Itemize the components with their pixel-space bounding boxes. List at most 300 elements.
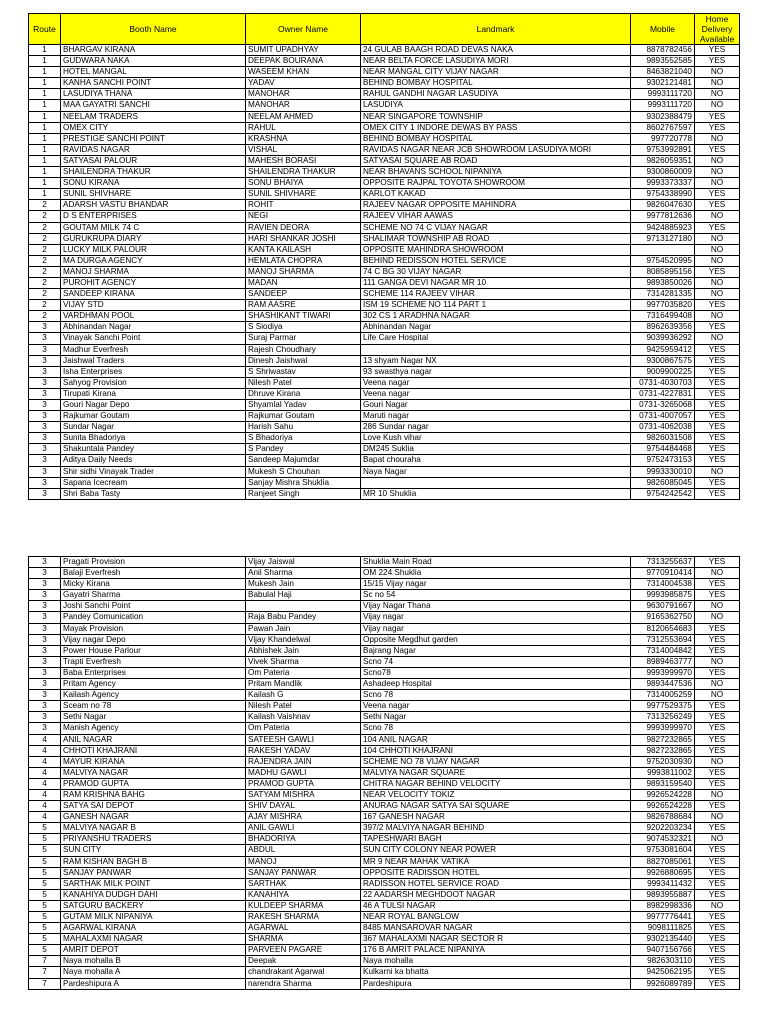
table-row xyxy=(29,667,740,678)
route-cell: 1 xyxy=(29,155,61,166)
mobile-cell: 9826031508 xyxy=(631,433,695,444)
landmark-cell: 397/2 MALVIYA NAGAR BEHIND xyxy=(361,823,631,834)
route-cell: 5 xyxy=(29,945,61,956)
booth-name-cell: AMRIT DEPOT xyxy=(61,945,246,956)
mobile-cell: 8602767597 xyxy=(631,122,695,133)
home-delivery-cell: YES xyxy=(695,801,740,812)
home-delivery-cell: YES xyxy=(695,355,740,366)
mobile-cell: 9425062195 xyxy=(631,967,695,978)
home-delivery-cell: NO xyxy=(695,255,740,266)
owner-name-cell: Deepak xyxy=(246,956,361,967)
route-cell: 5 xyxy=(29,889,61,900)
booth-name-cell: VARDHMAN POOL xyxy=(61,311,246,322)
landmark-cell: NEAR BHAVANS SCHOOL NIPANIYA xyxy=(361,167,631,178)
landmark-cell: Naya Nagar xyxy=(361,466,631,477)
owner-name-cell: MANOHAR xyxy=(246,100,361,111)
landmark-cell: CHITRA NAGAR BEHIND VELOCITY xyxy=(361,778,631,789)
route-cell: 2 xyxy=(29,277,61,288)
table-row xyxy=(29,100,740,111)
owner-name-cell: SARTHAK xyxy=(246,878,361,889)
owner-name-cell: Kailash G xyxy=(246,690,361,701)
mobile-cell: 8120654683 xyxy=(631,623,695,634)
booth-name-cell: Jaishwal Traders xyxy=(61,355,246,366)
booth-name-cell: Pragati Provision xyxy=(61,557,246,568)
mobile-cell: 9407156766 xyxy=(631,945,695,956)
landmark-cell: Opposite Megdhut garden xyxy=(361,634,631,645)
landmark-cell: DM245 Suklia xyxy=(361,444,631,455)
landmark-cell: Kulkarni ka bhatta xyxy=(361,967,631,978)
mobile-cell: 0731-4062038 xyxy=(631,422,695,433)
mobile-cell: 9993330010 xyxy=(631,466,695,477)
booth-name-cell: Sahyog Provision xyxy=(61,377,246,388)
landmark-cell: 46 A TULSI NAGAR xyxy=(361,900,631,911)
route-cell: 1 xyxy=(29,100,61,111)
owner-name-cell: Kailash Vaishnav xyxy=(246,712,361,723)
table-row xyxy=(29,488,740,499)
table-row xyxy=(29,767,740,778)
landmark-cell: Vijay nagar xyxy=(361,612,631,623)
route-cell: 2 xyxy=(29,233,61,244)
route-cell: 3 xyxy=(29,634,61,645)
mobile-cell: 9098111825 xyxy=(631,923,695,934)
table-row xyxy=(29,333,740,344)
route-cell: 1 xyxy=(29,178,61,189)
route-cell: 3 xyxy=(29,701,61,712)
home-delivery-cell: NO xyxy=(695,133,740,144)
home-delivery-cell: NO xyxy=(695,656,740,667)
landmark-cell: 104 CHHOTI KHAJRANI xyxy=(361,745,631,756)
home-delivery-cell: YES xyxy=(695,400,740,411)
route-cell: 5 xyxy=(29,912,61,923)
table-row xyxy=(29,477,740,488)
route-cell: 3 xyxy=(29,623,61,634)
booth-name-cell: Pritam Agency xyxy=(61,679,246,690)
landmark-cell: 24 GULAB BAAGH ROAD DEVAS NAKA xyxy=(361,45,631,56)
mobile-cell: 9300867575 xyxy=(631,355,695,366)
table-row xyxy=(29,167,740,178)
booth-name-cell: Gayatri Sharma xyxy=(61,590,246,601)
home-delivery-cell: YES xyxy=(695,845,740,856)
table-row xyxy=(29,355,740,366)
route-cell: 2 xyxy=(29,255,61,266)
home-delivery-cell: NO xyxy=(695,834,740,845)
route-cell: 2 xyxy=(29,222,61,233)
mobile-cell: 9826047630 xyxy=(631,200,695,211)
owner-name-cell: Om Pateria xyxy=(246,667,361,678)
table-row xyxy=(29,723,740,734)
landmark-cell: MR 9 NEAR MAHAK VATIKA xyxy=(361,856,631,867)
landmark-cell: OPPOSITE MAHINDRA SHOWROOM xyxy=(361,244,631,255)
home-delivery-cell: YES xyxy=(695,477,740,488)
booth-name-cell: AGARWAL KIRANA xyxy=(61,923,246,934)
booth-name-cell: PRESTIGE SANCHI POINT xyxy=(61,133,246,144)
table-row xyxy=(29,756,740,767)
home-delivery-cell: YES xyxy=(695,723,740,734)
route-cell: 3 xyxy=(29,645,61,656)
landmark-cell: SATYASAI SQUARE AB ROAD xyxy=(361,155,631,166)
home-delivery-cell: NO xyxy=(695,333,740,344)
table-row xyxy=(29,634,740,645)
table-row xyxy=(29,233,740,244)
home-delivery-cell: YES xyxy=(695,377,740,388)
home-delivery-cell: YES xyxy=(695,867,740,878)
route-cell: 3 xyxy=(29,388,61,399)
table-row xyxy=(29,366,740,377)
route-cell: 4 xyxy=(29,756,61,767)
booth-name-cell: Shri Baba Tasty xyxy=(61,488,246,499)
booth-name-cell: GOUTAM MILK 74 C xyxy=(61,222,246,233)
booth-name-cell: Gouri Nagar Depo xyxy=(61,400,246,411)
route-cell: 3 xyxy=(29,377,61,388)
landmark-cell: Vijay nagar xyxy=(361,623,631,634)
mobile-cell: 9754520995 xyxy=(631,255,695,266)
booth-name-cell: Sundar Nagar xyxy=(61,422,246,433)
table-row xyxy=(29,45,740,56)
owner-name-cell: Om Pateria xyxy=(246,723,361,734)
table-row xyxy=(29,656,740,667)
table-row xyxy=(29,244,740,255)
landmark-cell: NEAR MANGAL CITY VIJAY NAGAR xyxy=(361,67,631,78)
table-row xyxy=(29,144,740,155)
header-home-delivery: Home Delivery Available xyxy=(695,14,740,45)
mobile-cell: 8463821040 xyxy=(631,67,695,78)
landmark-cell: BEHIND BOMBAY HOSPITAL xyxy=(361,133,631,144)
home-delivery-cell: YES xyxy=(695,956,740,967)
owner-name-cell: VISHAL xyxy=(246,144,361,155)
route-cell: 5 xyxy=(29,834,61,845)
landmark-cell: Love Kush vihar xyxy=(361,433,631,444)
landmark-cell: Scno78 xyxy=(361,667,631,678)
booth-name-cell: ADARSH VASTU BHANDAR xyxy=(61,200,246,211)
owner-name-cell: RAM AASRE xyxy=(246,300,361,311)
table-row xyxy=(29,111,740,122)
owner-name-cell: KRASHNA xyxy=(246,133,361,144)
route-cell: 1 xyxy=(29,133,61,144)
owner-name-cell: Nilesh Patel xyxy=(246,701,361,712)
landmark-cell: Veena nagar xyxy=(361,377,631,388)
mobile-cell: 9770910414 xyxy=(631,568,695,579)
route-cell: 3 xyxy=(29,344,61,355)
mobile-cell: 9826085045 xyxy=(631,477,695,488)
owner-name-cell: HEMLATA CHOPRA xyxy=(246,255,361,266)
home-delivery-cell: NO xyxy=(695,289,740,300)
booth-name-cell: SUN CITY xyxy=(61,845,246,856)
header-row xyxy=(29,14,740,45)
table-row xyxy=(29,466,740,477)
mobile-cell: 9754242542 xyxy=(631,488,695,499)
owner-name-cell: RAHUL xyxy=(246,122,361,133)
table-row xyxy=(29,455,740,466)
owner-name-cell: AJAY MISHRA xyxy=(246,812,361,823)
booth-name-cell: Sethi Nagar xyxy=(61,712,246,723)
landmark-cell: 104 ANIL NAGAR xyxy=(361,734,631,745)
booth-name-cell: Sapana Icecream xyxy=(61,477,246,488)
home-delivery-cell: YES xyxy=(695,444,740,455)
booth-name-cell: MAHALAXMI NAGAR xyxy=(61,934,246,945)
landmark-cell: Veena nagar xyxy=(361,701,631,712)
landmark-cell: SUN CITY COLONY NEAR POWER xyxy=(361,845,631,856)
mobile-cell: 9977812636 xyxy=(631,211,695,222)
table-body-bottom xyxy=(29,557,740,990)
table-row xyxy=(29,400,740,411)
landmark-cell: 22 AADARSH MEGHDOOT NAGAR xyxy=(361,889,631,900)
mobile-cell: 8982998336 xyxy=(631,900,695,911)
home-delivery-cell: YES xyxy=(695,967,740,978)
route-cell: 2 xyxy=(29,266,61,277)
mobile-cell: 9826788684 xyxy=(631,812,695,823)
booth-name-cell: Sunita Bhadoriya xyxy=(61,433,246,444)
landmark-cell: SCHEME 114 RAJEEV VIHAR xyxy=(361,289,631,300)
route-cell: 2 xyxy=(29,289,61,300)
route-cell: 1 xyxy=(29,144,61,155)
home-delivery-cell: NO xyxy=(695,167,740,178)
landmark-cell: RAVIDAS NAGAR NEAR JCB SHOWROOM LASUDIYA MORI xyxy=(361,144,631,155)
owner-name-cell: Mukesh Jain xyxy=(246,579,361,590)
table-row xyxy=(29,712,740,723)
table-row xyxy=(29,601,740,612)
owner-name-cell: MANOHAR xyxy=(246,89,361,100)
landmark-cell: Veena nagar xyxy=(361,388,631,399)
owner-name-cell: Sandeep Majumdar xyxy=(246,455,361,466)
route-cell: 4 xyxy=(29,778,61,789)
home-delivery-cell: NO xyxy=(695,601,740,612)
mobile-cell: 9753081604 xyxy=(631,845,695,856)
booth-name-cell: MAYUR KIRANA xyxy=(61,756,246,767)
route-cell: 3 xyxy=(29,455,61,466)
route-cell: 1 xyxy=(29,89,61,100)
mobile-cell: 7314004538 xyxy=(631,579,695,590)
table-row xyxy=(29,679,740,690)
owner-name-cell: Shyamlal Yadav xyxy=(246,400,361,411)
table-row xyxy=(29,388,740,399)
route-cell: 5 xyxy=(29,867,61,878)
owner-name-cell: KULDEEP SHARMA xyxy=(246,900,361,911)
route-cell: 3 xyxy=(29,477,61,488)
landmark-cell: Gouri Nagar xyxy=(361,400,631,411)
route-cell: 5 xyxy=(29,856,61,867)
landmark-cell: Pardeshipura xyxy=(361,978,631,989)
home-delivery-cell: NO xyxy=(695,900,740,911)
booth-name-cell: GUTAM MILK NIPANIYA xyxy=(61,912,246,923)
route-cell: 1 xyxy=(29,45,61,56)
owner-name-cell: SATYAM MISHRA xyxy=(246,789,361,800)
owner-name-cell: NEELAM AHMED xyxy=(246,111,361,122)
home-delivery-cell: NO xyxy=(695,756,740,767)
route-cell: 3 xyxy=(29,712,61,723)
route-cell: 3 xyxy=(29,488,61,499)
booth-name-cell: SATGURU BACKERY xyxy=(61,900,246,911)
route-cell: 4 xyxy=(29,745,61,756)
table-row xyxy=(29,912,740,923)
route-cell: 2 xyxy=(29,200,61,211)
home-delivery-cell: YES xyxy=(695,422,740,433)
table-row xyxy=(29,568,740,579)
route-cell: 4 xyxy=(29,734,61,745)
mobile-cell: 9754338990 xyxy=(631,189,695,200)
route-cell: 4 xyxy=(29,812,61,823)
owner-name-cell: MANOJ SHARMA xyxy=(246,266,361,277)
route-cell: 1 xyxy=(29,67,61,78)
home-delivery-cell: YES xyxy=(695,923,740,934)
landmark-cell: Naya mohalla xyxy=(361,956,631,967)
booth-name-cell: Isha Enterprises xyxy=(61,366,246,377)
mobile-cell: 9752030930 xyxy=(631,756,695,767)
table-row xyxy=(29,623,740,634)
route-cell: 2 xyxy=(29,244,61,255)
table-row xyxy=(29,878,740,889)
booth-name-cell: Manish Agency xyxy=(61,723,246,734)
mobile-cell: 9977035820 xyxy=(631,300,695,311)
route-cell: 3 xyxy=(29,322,61,333)
home-delivery-cell: YES xyxy=(695,590,740,601)
mobile-cell: 9926880695 xyxy=(631,867,695,878)
route-cell: 5 xyxy=(29,845,61,856)
table-row xyxy=(29,89,740,100)
route-cell: 5 xyxy=(29,823,61,834)
route-cell: 7 xyxy=(29,967,61,978)
table-row xyxy=(29,778,740,789)
landmark-cell: MALVIYA NAGAR SQUARE xyxy=(361,767,631,778)
home-delivery-cell: YES xyxy=(695,767,740,778)
route-cell: 3 xyxy=(29,601,61,612)
mobile-cell: 7316499408 xyxy=(631,311,695,322)
mobile-cell: 0731-4007057 xyxy=(631,411,695,422)
home-delivery-cell: YES xyxy=(695,433,740,444)
owner-name-cell: SHASHIKANT TIWARI xyxy=(246,311,361,322)
booth-name-cell: NEELAM TRADERS xyxy=(61,111,246,122)
header-landmark: Landmark xyxy=(361,14,631,45)
mobile-cell: 9977776441 xyxy=(631,912,695,923)
owner-name-cell: KANAHIYA xyxy=(246,889,361,900)
owner-name-cell: DEEPAK BOURANA xyxy=(246,56,361,67)
route-cell: 2 xyxy=(29,300,61,311)
route-cell: 7 xyxy=(29,978,61,989)
owner-name-cell: ABDUL xyxy=(246,845,361,856)
home-delivery-cell: YES xyxy=(695,388,740,399)
header-mobile: Mobile xyxy=(631,14,695,45)
booth-name-cell: Balaji Everfresh xyxy=(61,568,246,579)
mobile-cell: 9926524228 xyxy=(631,801,695,812)
booth-name-cell: Kailash Agency xyxy=(61,690,246,701)
landmark-cell: NEAR ROYAL BANGLOW xyxy=(361,912,631,923)
booth-name-cell: Madhur Everfresh xyxy=(61,344,246,355)
home-delivery-cell: YES xyxy=(695,122,740,133)
table-row xyxy=(29,900,740,911)
landmark-cell: 15/15 Vijay nagar xyxy=(361,579,631,590)
home-delivery-cell: YES xyxy=(695,778,740,789)
mobile-cell: 9993411432 xyxy=(631,878,695,889)
route-cell: 1 xyxy=(29,56,61,67)
table-row xyxy=(29,133,740,144)
mobile-cell: 9302135440 xyxy=(631,934,695,945)
mobile-cell: 7314281335 xyxy=(631,289,695,300)
owner-name-cell: Nilesh Patel xyxy=(246,377,361,388)
landmark-cell: Vijay Nagar Thana xyxy=(361,601,631,612)
home-delivery-cell: YES xyxy=(695,645,740,656)
mobile-cell: 9202203234 xyxy=(631,823,695,834)
route-cell: 3 xyxy=(29,444,61,455)
table-row xyxy=(29,590,740,601)
mobile-cell: 9074532321 xyxy=(631,834,695,845)
landmark-cell: OM 224 Shuklia xyxy=(361,568,631,579)
home-delivery-cell: YES xyxy=(695,322,740,333)
landmark-cell xyxy=(361,344,631,355)
owner-name-cell: Abhishek Jain xyxy=(246,645,361,656)
mobile-cell: 9893447536 xyxy=(631,679,695,690)
owner-name-cell: Suraj Parmar xyxy=(246,333,361,344)
table-row xyxy=(29,889,740,900)
route-cell: 5 xyxy=(29,934,61,945)
home-delivery-cell: YES xyxy=(695,300,740,311)
route-cell: 3 xyxy=(29,422,61,433)
landmark-cell: RAJEEV VIHAR AAWAS xyxy=(361,211,631,222)
route-cell: 3 xyxy=(29,679,61,690)
home-delivery-cell: NO xyxy=(695,100,740,111)
owner-name-cell: HARI SHANKAR JOSHI xyxy=(246,233,361,244)
mobile-cell: 8085895156 xyxy=(631,266,695,277)
landmark-cell: 302 CS 1 ARADHNA NAGAR xyxy=(361,311,631,322)
mobile-cell: 9713127180 xyxy=(631,233,695,244)
owner-name-cell: NEGI xyxy=(246,211,361,222)
owner-name-cell: chandrakant Agarwal xyxy=(246,967,361,978)
mobile-cell: 9893850026 xyxy=(631,277,695,288)
mobile-cell: 9926524228 xyxy=(631,789,695,800)
route-cell: 1 xyxy=(29,167,61,178)
table-row xyxy=(29,945,740,956)
landmark-cell: ISM 19 SCHEME NO 114 PART 1 xyxy=(361,300,631,311)
booth-name-cell: Joshi Sanchi Point xyxy=(61,601,246,612)
booth-name-cell: MANOJ SHARMA xyxy=(61,266,246,277)
owner-name-cell: Harish Sahu xyxy=(246,422,361,433)
table-row xyxy=(29,812,740,823)
landmark-cell: KARLOT KAKAD xyxy=(361,189,631,200)
booth-name-cell: PRAMOD GUPTA xyxy=(61,778,246,789)
owner-name-cell: S Shriwastav xyxy=(246,366,361,377)
owner-name-cell: Mukesh S Chouhan xyxy=(246,466,361,477)
home-delivery-cell: NO xyxy=(695,612,740,623)
home-delivery-cell: YES xyxy=(695,344,740,355)
table-row xyxy=(29,845,740,856)
table-row xyxy=(29,411,740,422)
booth-name-cell: Abhinandan Nagar xyxy=(61,322,246,333)
landmark-cell: SHALIMAR TOWNSHIP AB ROAD xyxy=(361,233,631,244)
booth-name-cell: RAM KISHAN BAGH B xyxy=(61,856,246,867)
home-delivery-cell: YES xyxy=(695,189,740,200)
owner-name-cell: SUMIT UPADHYAY xyxy=(246,45,361,56)
booth-name-cell: Baba Enterprises xyxy=(61,667,246,678)
owner-name-cell: Raja Babu Pandey xyxy=(246,612,361,623)
owner-name-cell: SHIV DAYAL xyxy=(246,801,361,812)
table-row xyxy=(29,56,740,67)
table-row xyxy=(29,433,740,444)
landmark-cell: Scno 78 xyxy=(361,690,631,701)
home-delivery-cell: NO xyxy=(695,211,740,222)
booth-name-cell: LASUDIYA THANA xyxy=(61,89,246,100)
mobile-cell: 8962639356 xyxy=(631,322,695,333)
booth-name-cell: Sceam no 78 xyxy=(61,701,246,712)
table-row xyxy=(29,266,740,277)
landmark-cell: LASUDIYA xyxy=(361,100,631,111)
booth-name-cell: MALVIYA NAGAR B xyxy=(61,823,246,834)
landmark-cell: SCHEME NO 74 C VIJAY NAGAR xyxy=(361,222,631,233)
home-delivery-cell: NO xyxy=(695,78,740,89)
table-row xyxy=(29,255,740,266)
owner-name-cell: SHARMA xyxy=(246,934,361,945)
owner-name-cell: S Pandey xyxy=(246,444,361,455)
header-route: Route xyxy=(29,14,61,45)
booth-name-cell: SANJAY PANWAR xyxy=(61,867,246,878)
booth-name-cell: SARTHAK MILK POINT xyxy=(61,878,246,889)
